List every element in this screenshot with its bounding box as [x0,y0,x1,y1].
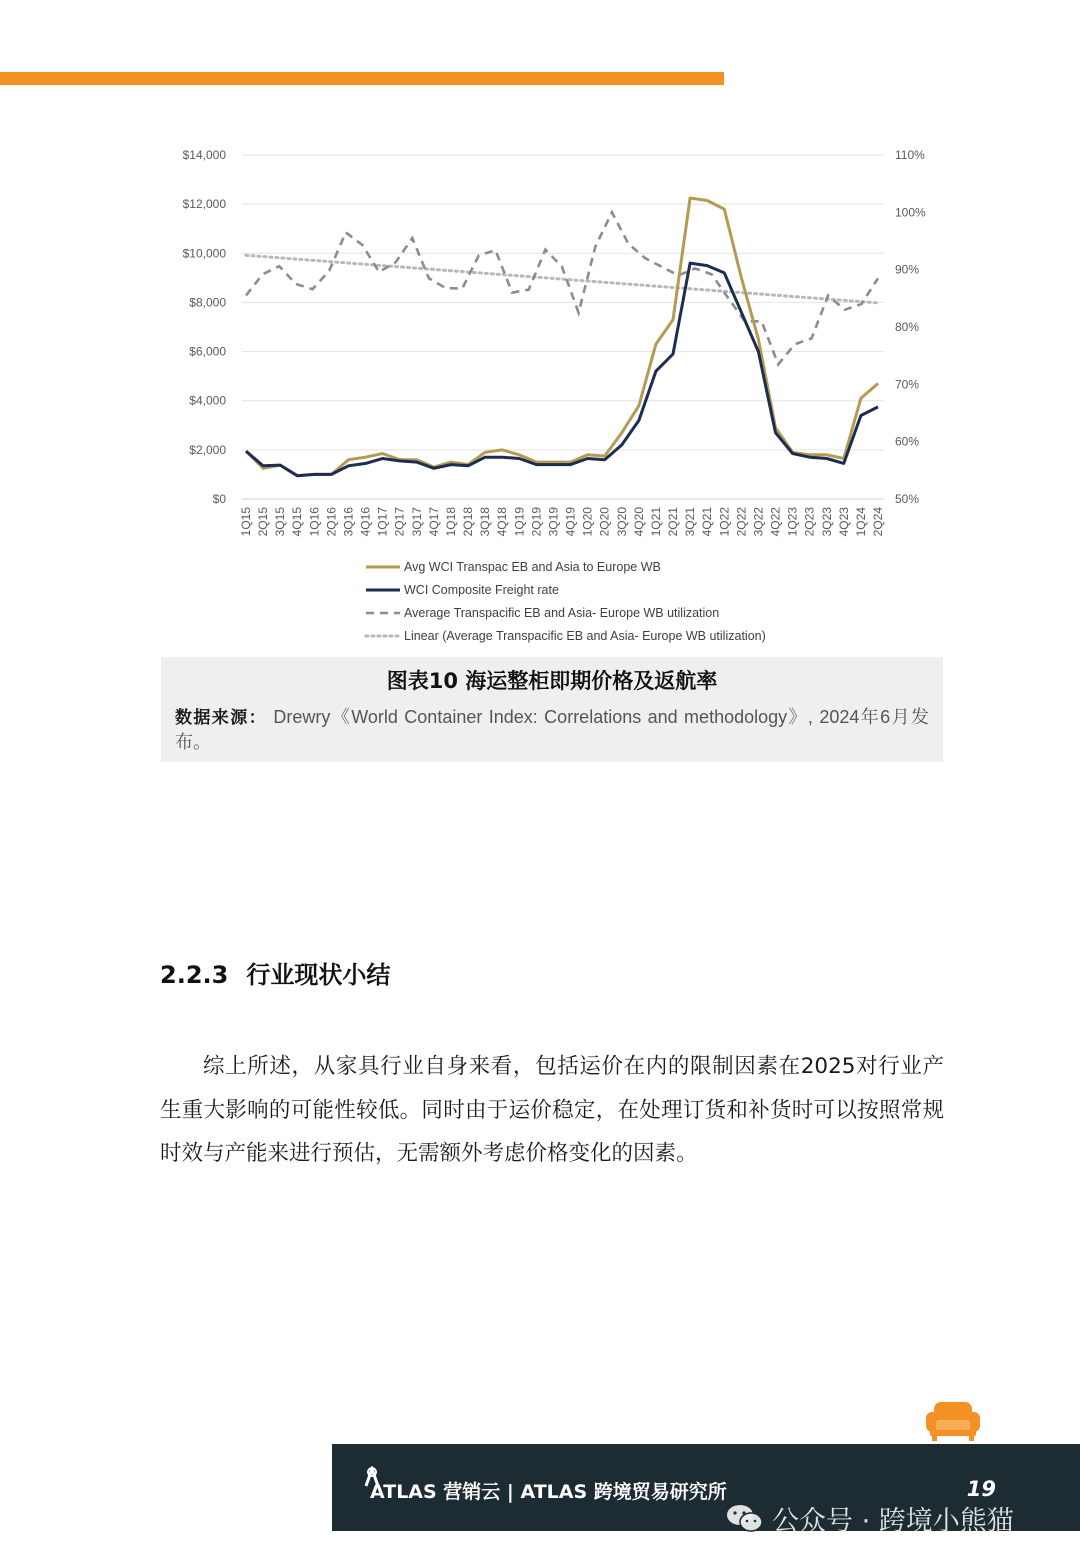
top-accent-bar [0,72,724,85]
y-tick-right: 110% [895,148,925,162]
wechat-watermark [726,1498,1014,1538]
x-tick: 4Q20 [631,507,646,537]
x-tick: 2Q20 [597,507,612,537]
legend-label: WCI Composite Freight rate [404,583,559,597]
x-tick: 1Q21 [648,506,663,537]
x-tick: 1Q15 [239,507,253,537]
x-tick: 1Q24 [853,507,868,537]
y-tick-right: 70% [895,377,920,392]
x-tick: 3Q20 [614,507,629,537]
series-line-2 [246,212,878,364]
x-tick: 1Q20 [580,507,595,537]
y-tick-left: $14,000 [182,148,226,162]
section-number: 2.2.3 [160,961,229,989]
x-tick: 4Q19 [563,507,578,537]
x-tick: 1Q18 [443,507,458,537]
series-line-0 [246,198,878,476]
x-tick: 2Q19 [529,507,544,537]
y-tick-left: $6,000 [189,344,226,359]
x-tick: 3Q18 [478,507,493,537]
x-tick: 4Q23 [836,507,851,537]
footer-brand: ATLAS 营销云 | ATLAS 跨境贸易研究所 [370,1481,727,1503]
x-tick: 1Q19 [512,507,527,537]
y-tick-left: $2,000 [189,442,226,457]
series-line-3 [246,255,878,303]
x-tick: 3Q16 [341,507,356,537]
y-tick-right: 50% [895,492,920,506]
y-tick-left: $8,000 [189,295,226,310]
caption-source [175,705,929,754]
source-label: 数据来源： [175,708,268,728]
x-tick: 4Q17 [426,507,441,537]
x-tick: 1Q22 [717,507,732,537]
x-tick: 4Q21 [700,507,715,537]
x-tick: 3Q21 [683,507,698,537]
x-tick: 3Q22 [751,507,766,537]
x-tick: 3Q19 [546,507,561,537]
x-tick: 2Q15 [256,507,271,537]
y-tick-right: 100% [895,205,926,220]
x-tick: 4Q15 [290,507,305,537]
x-tick: 3Q23 [819,507,834,537]
x-tick: 2Q17 [392,507,407,537]
y-tick-left: $10,000 [182,246,226,261]
series-line-1 [246,263,878,476]
x-tick: 4Q18 [495,507,510,537]
x-tick: 1Q16 [307,507,322,537]
x-tick: 4Q22 [768,507,783,537]
x-tick: 1Q23 [785,507,800,537]
legend-label: Avg WCI Transpac EB and Asia to Europe WB [404,560,661,574]
body-paragraph: 综上所述，从家具行业自身来看，包括运价在内的限制因素在2025对行业产生重大影响的可能性较低。同时由于运价稳定，在处理订货和补货时可以按照常规时效与产能来进行预估，无需额外考虑价格变化的因素。 [160,1054,944,1166]
x-tick: 4Q16 [358,507,373,537]
freight-chart [160,135,943,657]
y-tick-left: $12,000 [182,197,226,212]
caption-title: 图表10 海运整柜即期价格及返航率 [386,669,718,693]
y-tick-right: 80% [895,320,920,334]
x-tick: 2Q23 [802,507,817,537]
y-tick-left: $4,000 [189,393,226,408]
section-title: 行业现状小结 [246,961,391,989]
y-tick-right: 60% [895,434,920,449]
y-tick-right: 90% [895,262,920,277]
x-tick: 1Q17 [375,507,390,537]
x-tick: 3Q15 [273,507,288,537]
watermark-text: 公众号 · 跨境小熊猫 [772,1505,1014,1537]
wechat-icon [726,1503,764,1533]
figure-caption [161,657,943,762]
x-tick: 2Q16 [324,507,339,537]
sofa-icon [924,1398,982,1442]
x-tick: 2Q21 [666,507,681,537]
x-tick: 2Q18 [461,507,476,537]
y-tick-left: $0 [212,492,226,506]
source-text: Drewry《World Container Index: Correlations and methodology》, 2024年6月发布。 [175,707,929,752]
legend-label: Linear (Average Transpacific EB and Asia- Europe WB utilization) [404,629,766,643]
chart-svg [160,135,943,657]
section-heading [160,955,390,990]
x-tick: 3Q17 [409,507,424,537]
x-tick: 2Q24 [871,507,885,537]
x-tick: 2Q22 [734,507,749,537]
legend-label: Average Transpacific EB and Asia- Europe WB utilization [404,606,720,620]
page-number: 19 [966,1477,996,1501]
